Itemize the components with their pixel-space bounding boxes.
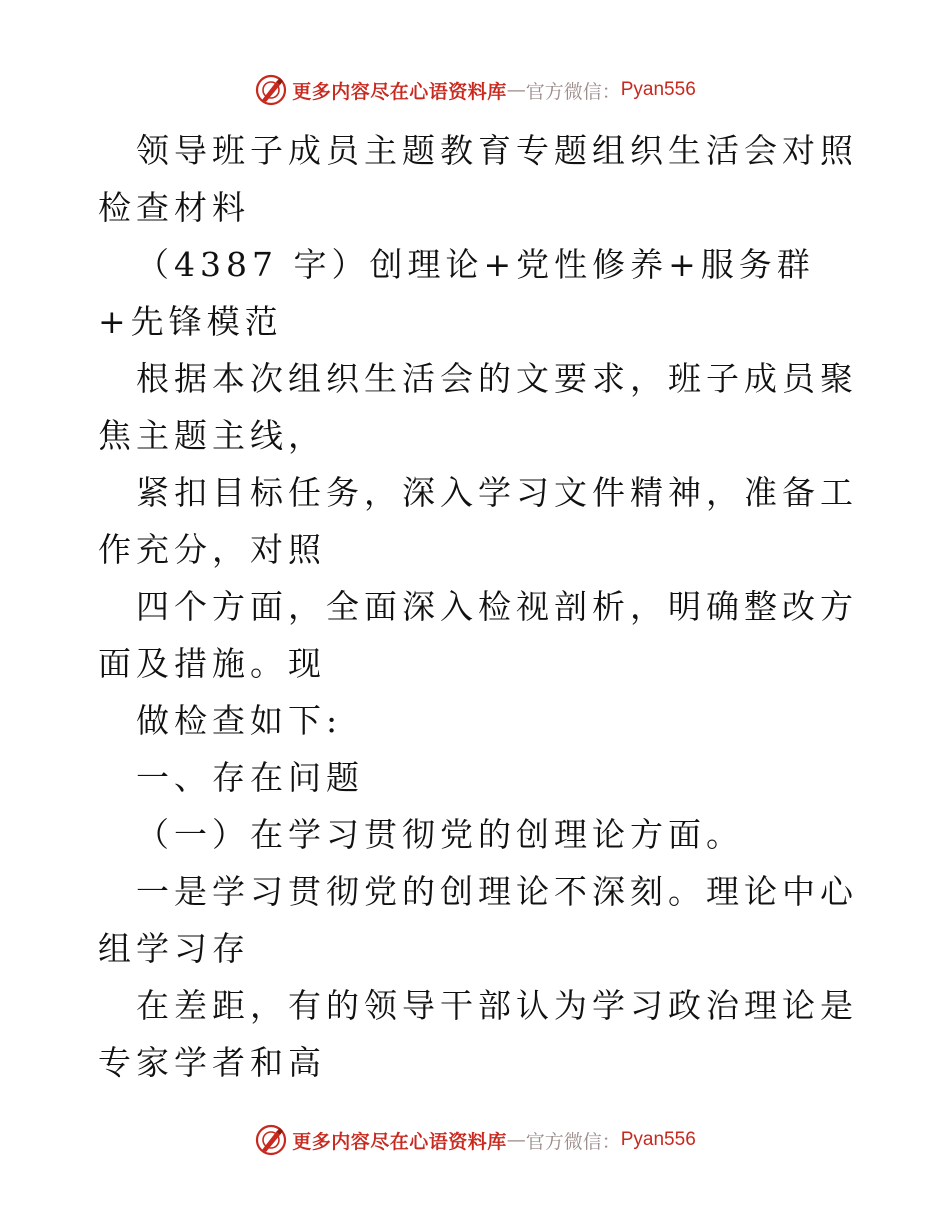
banner-main-text: 更多内容尽在心语资料库 — [292, 80, 507, 103]
footer-banner — [0, 1120, 950, 1160]
paragraph: 四个方面，全面深入检视剖析，明确整改方面及措施。现 — [98, 587, 858, 683]
document-body — [98, 122, 858, 1091]
banner-wechat-id: Pyan556 — [620, 79, 696, 100]
banner-dash: — — [506, 79, 526, 101]
doc-title: 领导班子成员主题教育专题组织生活会对照检查材料 — [98, 131, 858, 227]
banner-wechat-label: 官方微信： — [525, 80, 621, 103]
paragraph: 一是学习贯彻党的创理论不深刻。理论中心组学习存 — [98, 872, 858, 968]
pen-logo-icon — [254, 73, 288, 107]
banner-wechat-id: Pyan556 — [620, 1129, 696, 1150]
paragraph: 在差距，有的领导干部认为学习政治理论是专家学者和高 — [98, 986, 858, 1082]
pen-logo-icon — [254, 1123, 288, 1157]
subsection-heading: （一）在学习贯彻党的创理论方面。 — [136, 815, 744, 854]
paragraph: 紧扣目标任务，深入学习文件精神，准备工作充分，对照 — [98, 473, 858, 569]
banner-dash: — — [506, 1129, 526, 1151]
paragraph: 根据本次组织生活会的文要求，班子成员聚焦主题主线， — [98, 359, 858, 455]
paragraph: 做检查如下: — [136, 701, 343, 740]
doc-subtitle: （4387 字）创理论+党性修养+服务群+先锋模范 — [98, 245, 815, 341]
banner-wechat-label: 官方微信： — [525, 1130, 621, 1153]
header-banner — [0, 70, 950, 110]
section-heading: 一、存在问题 — [136, 758, 364, 797]
banner-main-text: 更多内容尽在心语资料库 — [292, 1130, 507, 1153]
